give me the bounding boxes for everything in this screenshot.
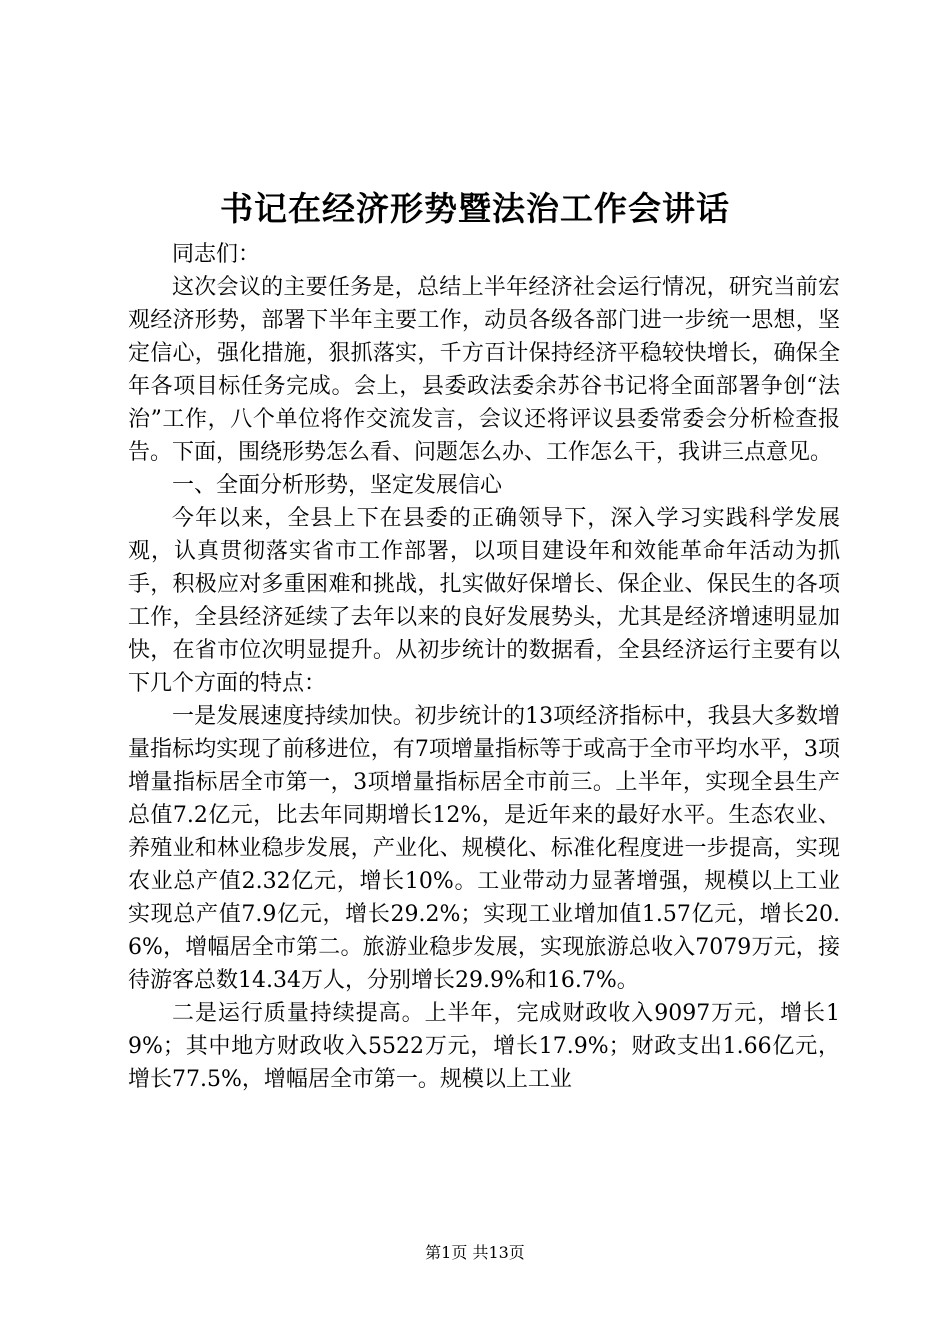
body-paragraph: 今年以来，全县上下在县委的正确领导下，深入学习实践科学发展观，认真贯彻落实省市工作部署，以项目建设年和效能革命年活动为抓手，积极应对多重困难和挑战，扎实做好保增长、保企业、保民生的各项工作，全县经济延续了去年以来的良好发展势头，尤其是经济增速明显加快，在省市位次明显提升。从初步统计的数据看，全县经济运行主要有以下几个方面的特点：	[128, 506, 840, 696]
salutation: 同志们：	[172, 242, 261, 267]
document-title: 书记在经济形势暨法治工作会讲话	[220, 189, 730, 228]
body-paragraph: 这次会议的主要任务是，总结上半年经济社会运行情况，研究当前宏观经济形势，部署下半年主要工作，动员各级各部门进一步统一思想，坚定信心，强化措施，狠抓落实，千方百计保持经济平稳较快增长，确保全年各项目标任务完成。会上，县委政法委余苏谷书记将全面部署争创“法治”工作，八个单位将作交流发言，会议还将评议县委常委会分析检查报告。下面，围绕形势怎么看、问题怎么办、工作怎么干，我讲三点意见。	[128, 275, 840, 465]
body-paragraph: 二是运行质量持续提高。上半年，完成财政收入9097万元，增长19%；其中地方财政收入5522万元，增长17.9%；财政支出1.66亿元，增长77.5%，增幅居全市第一。规模以上工业	[128, 1001, 840, 1092]
section-heading: 一、全面分析形势，坚定发展信心	[172, 473, 503, 498]
document-body	[128, 238, 840, 1096]
page-footer: 第1页 共13页	[425, 1243, 525, 1262]
body-paragraph: 一是发展速度持续加快。初步统计的13项经济指标中，我县大多数增量指标均实现了前移进位，有7项增量指标等于或高于全市平均水平，3项增量指标居全市第一，3项增量指标居全市前三。上半年，实现全县生产总值7.2亿元，比去年同期增长12%，是近年来的最好水平。生态农业、养殖业和林业稳步发展，产业化、规模化、标准化程度进一步提高，实现农业总产值2.32亿元，增长10%。工业带动力显著增强，规模以上工业实现总产值7.9亿元，增长29.2%；实现工业增加值1.57亿元，增长20.6%，增幅居全市第二。旅游业稳步发展，实现旅游总收入7079万元，接待游客总数14.34万人，分别增长29.9%和16.7%。	[128, 704, 840, 993]
